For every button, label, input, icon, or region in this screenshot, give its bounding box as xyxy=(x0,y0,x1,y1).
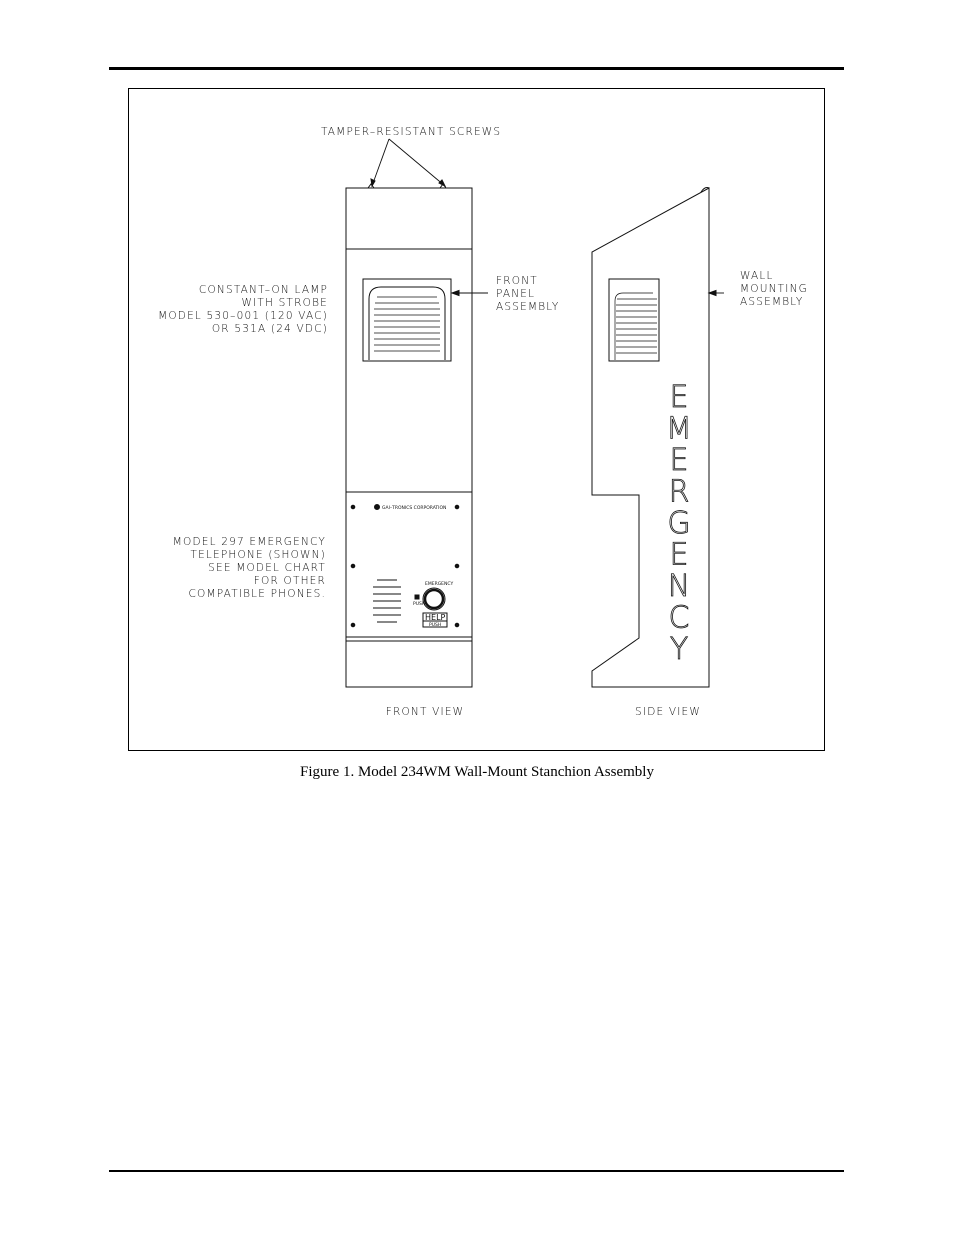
callout-lamp-4: OR 531A (24 VDC) xyxy=(211,323,328,335)
front-lamp xyxy=(363,279,451,361)
side-lamp xyxy=(609,279,659,361)
callout-lamp-1: CONSTANT–ON LAMP xyxy=(198,284,328,296)
front-view-label: FRONT VIEW xyxy=(385,706,465,718)
callout-phone-4: FOR OTHER xyxy=(253,575,326,587)
callout-phone-1: MODEL 297 EMERGENCY xyxy=(172,536,326,548)
phone-button-label: EMERGENCY xyxy=(425,582,454,587)
callout-phone-2: TELEPHONE (SHOWN) xyxy=(190,549,326,561)
callout-wall-mount-2: MOUNTING xyxy=(740,283,808,295)
side-emergency-lettering: E M E R G E N C Y xyxy=(666,380,692,667)
phone-maker-label: GAI–TRONICS CORPORATION xyxy=(382,506,447,511)
side-view-label: SIDE VIEW xyxy=(635,706,701,718)
front-view-stanchion xyxy=(346,184,472,687)
leader-lines xyxy=(372,139,724,293)
figure-frame xyxy=(128,88,825,751)
callout-front-panel-2: PANEL xyxy=(496,288,536,300)
callout-lamp-2: WITH STROBE xyxy=(241,297,328,309)
callout-front-panel-1: FRONT xyxy=(496,275,538,287)
callout-phone-5: COMPATIBLE PHONES. xyxy=(188,588,326,600)
callout-phone-3: SEE MODEL CHART xyxy=(208,562,326,574)
callout-wall-mount-3: ASSEMBLY xyxy=(740,296,804,308)
phone-indicator-label: PUSH xyxy=(413,602,426,607)
callout-screws: TAMPER–RESISTANT SCREWS xyxy=(321,126,502,138)
header-rule xyxy=(109,67,844,70)
stanchion-drawing xyxy=(129,89,826,752)
callout-front-panel-3: ASSEMBLY xyxy=(496,301,560,313)
phone-help-label: HELP xyxy=(425,613,446,622)
footer-rule xyxy=(109,1170,844,1172)
callout-wall-mount-1: WALL xyxy=(740,270,774,282)
figure-caption: Figure 1. Model 234WM Wall-Mount Stanchion Assembly xyxy=(300,764,654,780)
phone-help-sub-label: PUSH xyxy=(429,623,442,628)
front-phone-faceplate xyxy=(351,505,459,628)
callout-lamp-3: MODEL 530–001 (120 VAC) xyxy=(158,310,328,322)
